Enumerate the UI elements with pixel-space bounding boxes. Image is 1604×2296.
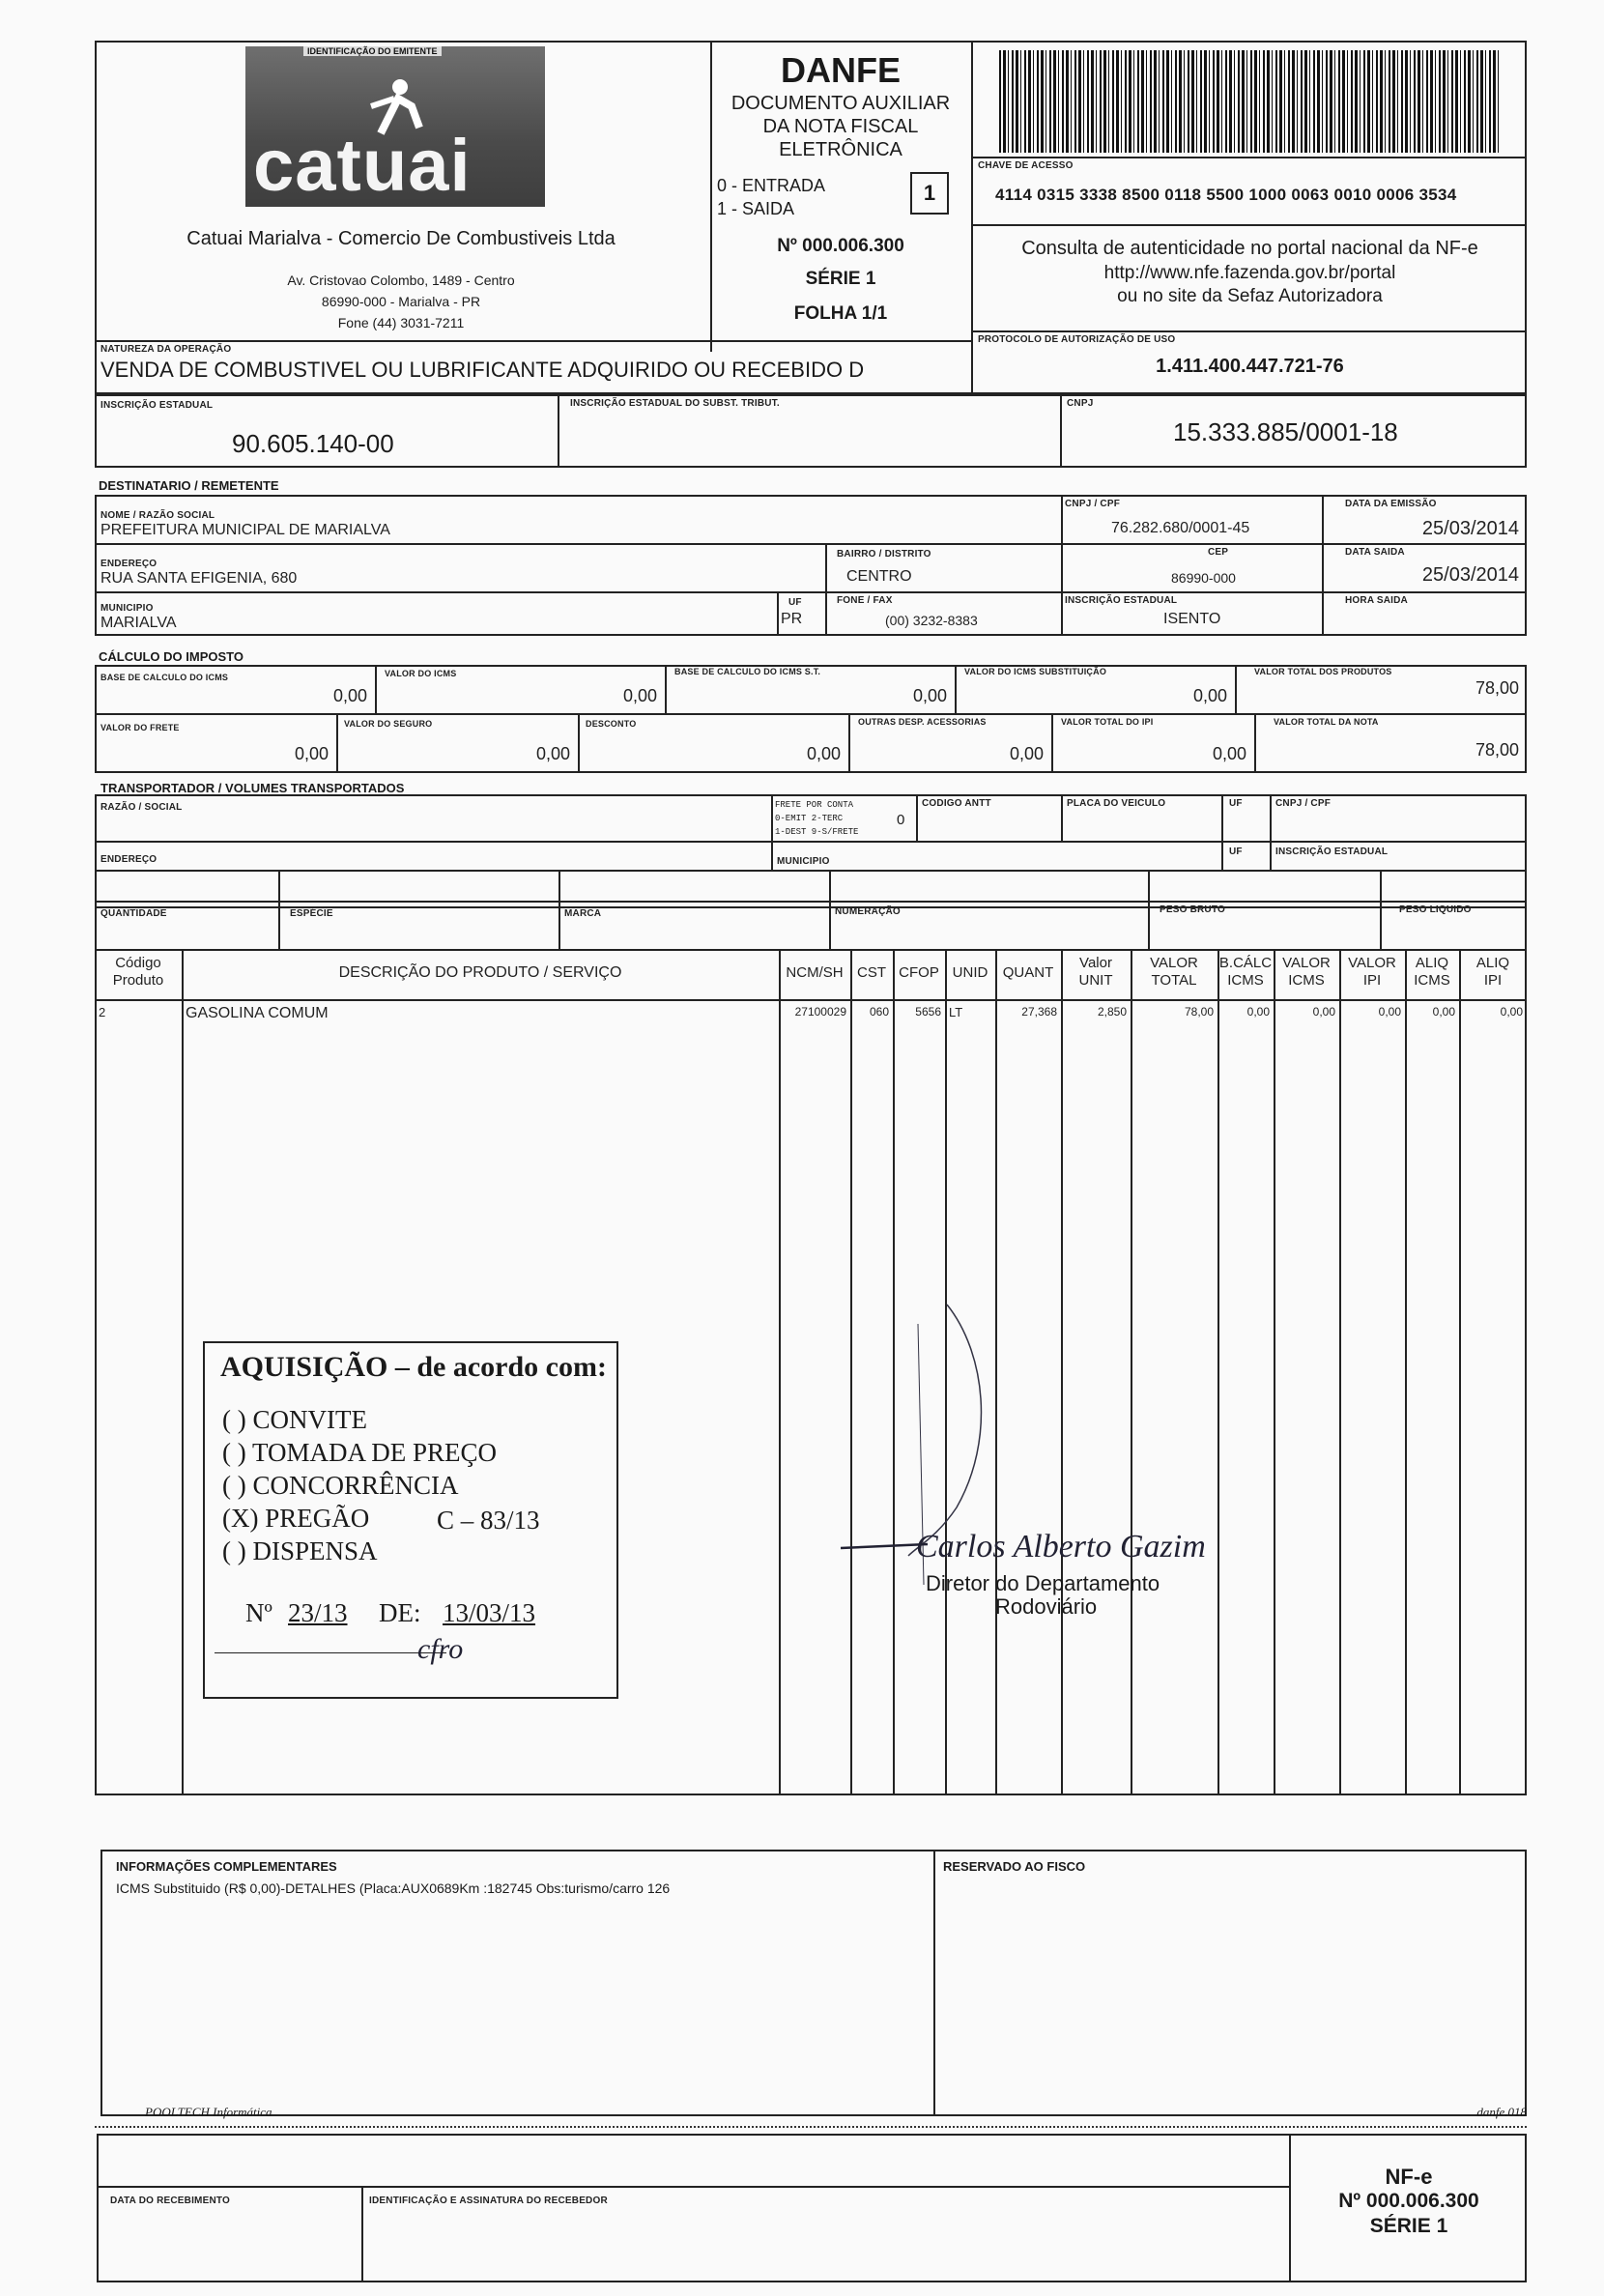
product-column-divider [1061,949,1063,1795]
nota-serie: SÉRIE 1 [805,269,876,289]
v-prod: 78,00 [1475,678,1519,698]
dest-saida-label: DATA SAIDA [1345,547,1405,558]
dest-endereco: RUA SANTA EFIGENIA, 680 [100,570,298,587]
product-header-2: NCM/SH [786,964,844,981]
product-cell-5: LT [949,1005,963,1019]
trans-uf2-label: UF [1229,847,1243,857]
consulta-line3: ou no site da Sefaz Autorizadora [1117,286,1383,306]
outras-label: OUTRAS DESP. ACESSORIAS [858,717,987,727]
dest-fone: (00) 3232-8383 [885,613,978,628]
nota-folha: FOLHA 1/1 [793,303,888,324]
emitente-logo [245,46,545,207]
divider [578,713,580,773]
divider [95,591,1527,593]
divider [558,394,559,468]
product-cell-11: 0,00 [1378,1005,1401,1019]
product-cell-0: 2 [99,1005,106,1019]
dest-nome-label: NOME / RAZÃO SOCIAL [100,510,215,521]
stamp-concorrencia: ( ) CONCORRÊNCIA [222,1471,459,1500]
seguro: 0,00 [535,744,570,763]
danfe-title: DANFE [781,50,901,90]
dest-cep: 86990-000 [1171,570,1236,586]
divider [1235,665,1237,715]
v-st: 0,00 [1192,686,1227,705]
protocolo-value: 1.411.400.447.721-76 [1156,356,1344,377]
dest-ie: ISENTO [1163,611,1221,627]
divider [1061,591,1063,636]
emitente-section-label: IDENTIFICAÇÃO DO EMITENTE [303,46,442,56]
divider [95,713,1527,715]
dest-bairro: CENTRO [846,568,912,585]
product-header-1: DESCRIÇÃO DO PRODUTO / SERVIÇO [338,964,622,981]
product-column-divider [1459,949,1461,1795]
dest-fone-label: FONE / FAX [837,595,893,606]
dest-endereco-label: ENDEREÇO [100,559,158,569]
product-cell-4: 5656 [915,1005,941,1019]
assinatura-label: IDENTIFICAÇÃO E ASSINATURA DO RECEBEDOR [369,2196,608,2206]
signature-title2: Rodoviário [995,1594,1098,1619]
divider [848,713,850,773]
barcode [999,50,1502,153]
v-icms-label: VALOR DO ICMS [385,669,457,678]
v-icms: 0,00 [622,686,657,705]
product-column-divider [1405,949,1407,1795]
divider [971,330,1527,332]
divider [97,2186,1289,2188]
divider [1061,794,1063,841]
product-header-10: VALOR ICMS [1282,955,1331,989]
divider [95,841,1527,843]
emitente-address1: Av. Cristovao Colombo, 1489 - Centro [287,273,515,288]
numeracao-label: NUMERAÇÃO [835,906,901,917]
bc-icms-label: BASE DE CALCULO DO ICMS [100,673,229,682]
divider [1051,713,1053,773]
stamp-convite: ( ) CONVITE [222,1405,367,1434]
marca-label: MARCA [564,908,602,919]
product-cell-7: 2,850 [1097,1005,1127,1019]
divider [1060,394,1062,468]
consulta-line1: Consulta de autenticidade no portal nacional da NF-e [1021,238,1478,259]
danfe-subtitle2: DA NOTA FISCAL [762,116,919,137]
trans-municipio-label: MUNICIPIO [777,856,830,867]
emitente-phone: Fone (44) 3031-7211 [337,315,465,330]
danfe-subtitle3: ELETRÔNICA [779,139,902,160]
razao-label: RAZÃO / SOCIAL [100,802,183,813]
natureza-label: NATUREZA DA OPERAÇÃO [100,344,232,355]
stamp-tomada: ( ) TOMADA DE PREÇO [222,1438,498,1467]
product-column-divider [1217,949,1219,1795]
dest-hora-label: HORA SAIDA [1345,595,1408,606]
product-cell-13: 0,00 [1500,1005,1523,1019]
natureza-value: VENDA DE COMBUSTIVEL OU LUBRIFICANTE ADQUIRIDO OU RECEBIDO D [100,358,865,382]
protocolo-label: PROTOCOLO DE AUTORIZAÇÃO DE USO [978,334,1176,345]
stamp-de-prefix: DE: [379,1598,421,1627]
cnpj-emit-value: 15.333.885/0001-18 [1173,417,1398,446]
product-header-12: ALIQ ICMS [1414,955,1450,989]
stamp-num-prefix: Nº [245,1598,272,1627]
dest-cnpj-label: CNPJ / CPF [1065,499,1121,509]
divider [95,543,1527,545]
divider [95,999,1527,1001]
frete-label: VALOR DO FRETE [100,723,180,732]
logo-text: catuai [253,125,472,207]
recebimento-label: DATA DO RECEBIMENTO [110,2196,230,2206]
stamp-pregao-num: C – 83/13 [437,1506,540,1535]
divider [1148,901,1150,951]
stamp-initials: cfro [417,1633,464,1665]
frete: 0,00 [294,744,329,763]
divider [971,41,973,394]
divider [971,224,1527,226]
product-cell-2: 27100029 [794,1005,846,1019]
v-prod-label: VALOR TOTAL DOS PRODUTOS [1254,667,1392,676]
volumes-box [95,901,1527,951]
product-column-divider [779,949,781,1795]
divider [1254,713,1256,773]
product-header-5: UNID [952,964,988,981]
product-header-6: QUANT [1002,964,1054,981]
dest-emissao-label: DATA DA EMISSÃO [1345,499,1437,509]
emitente-address2: 86990-000 - Marialva - PR [321,294,481,309]
transportador-section: TRANSPORTADOR / VOLUMES TRANSPORTADOS [100,781,405,795]
dest-bairro-label: BAIRRO / DISTRITO [837,549,931,560]
destinatario-section: DESTINATARIO / REMETENTE [99,478,279,493]
product-column-divider [1274,949,1275,1795]
dest-municipio: MARIALVA [100,615,177,631]
divider [361,2186,363,2282]
chave-label: CHAVE DE ACESSO [978,160,1074,171]
trans-cnpj-label: CNPJ / CPF [1275,798,1332,809]
seguro-label: VALOR DO SEGURO [344,719,433,729]
canhoto-serie: SÉRIE 1 [1369,2215,1448,2237]
divider [278,901,280,951]
footer-dotted-line [95,2126,1527,2128]
divider [971,157,1527,158]
divider [933,1850,935,2116]
product-header-9: B.CÁLC ICMS [1218,955,1273,989]
divider [1270,794,1272,870]
divider [777,591,779,636]
canhoto-nfe: NF-e [1385,2165,1433,2189]
stamp-de: 13/03/13 [443,1598,536,1627]
divider [1322,495,1324,636]
product-column-divider [182,949,184,1795]
placa-label: PLACA DO VEICULO [1067,798,1166,809]
frete-conta-3: 1-DEST 9-S/FRETE [775,827,859,837]
divider [336,713,338,773]
divider [95,340,971,342]
tipo-box [910,172,949,215]
danfe-subtitle1: DOCUMENTO AUXILIAR [730,93,951,114]
nota-total: 78,00 [1475,740,1519,760]
canhoto-numero: Nº 000.006.300 [1338,2190,1479,2212]
product-column-divider [1339,949,1341,1795]
divider [665,665,667,715]
info-text: ICMS Substituido (R$ 0,00)-DETALHES (Placa:AUX0689Km :182745 Obs:turismo/carro 126 [116,1880,671,1896]
divider [375,665,377,715]
frete-conta-2: 0-EMIT 2-TERC [775,814,844,823]
stamp-dispensa: ( ) DISPENSA [222,1536,378,1565]
stamp-num: 23/13 [288,1598,348,1627]
ie-label: INSCRIÇÃO ESTADUAL [100,400,214,411]
info-label: INFORMAÇÕES COMPLEMENTARES [116,1859,337,1874]
product-header-4: CFOP [899,964,939,981]
dest-uf-label: UF [788,597,802,608]
liquido-label: PESO LIQUIDO [1399,904,1472,915]
dest-saida: 25/03/2014 [1421,564,1519,586]
divider [559,901,560,951]
ie-value: 90.605.140-00 [232,429,394,458]
stamp-sign-line [215,1652,446,1653]
tipo-value: 1 [923,181,936,205]
dest-uf: PR [781,611,803,627]
v-st-label: VALOR DO ICMS SUBSTITUIÇÃO [964,667,1107,676]
divider [916,794,918,841]
emitente-name: Catuai Marialva - Comercio De Combustiveis Ltda [186,228,616,249]
product-cell-9: 0,00 [1246,1005,1270,1019]
footer-right: danfe.018 [1476,2105,1527,2119]
product-cell-8: 78,00 [1184,1005,1214,1019]
signature-title1: Diretor do Departamento [926,1571,1160,1595]
dest-nome: PREFEITURA MUNICIPAL DE MARIALVA [100,522,390,538]
cnpj-emit-label: CNPJ [1067,398,1094,409]
stamp-title: AQUISIÇÃO – de acordo com: [220,1351,607,1383]
aquisicao-stamp [203,1341,618,1699]
trans-uf-label: UF [1229,798,1243,809]
trans-ie-label: INSCRIÇÃO ESTADUAL [1275,847,1389,857]
product-cell-3: 060 [869,1005,889,1019]
product-header-0: Código Produto [112,955,164,989]
product-header-3: CST [857,964,886,981]
chave-value: 4114 0315 3338 8500 0118 5500 1000 0063 0010 0006 3534 [995,186,1457,204]
bruto-label: PESO BRUTO [1160,904,1225,915]
bc-st: 0,00 [912,686,947,705]
product-header-13: ALIQ IPI [1475,955,1510,989]
ipi: 0,00 [1212,744,1246,763]
frete-conta-1: FRETE POR CONTA [775,800,854,810]
nota-numero: Nº 000.006.300 [777,236,904,256]
product-header-11: VALOR IPI [1348,955,1396,989]
divider [771,794,773,870]
trans-endereco-label: ENDEREÇO [100,854,158,865]
dest-municipio-label: MUNICIPIO [100,603,154,614]
antt-label: CODIGO ANTT [922,798,991,809]
outras: 0,00 [1009,744,1044,763]
product-cell-10: 0,00 [1312,1005,1335,1019]
divider [825,543,827,636]
frete-conta-value: 0 [897,812,905,828]
divider [955,665,957,715]
divider [1061,495,1063,591]
product-cell-12: 0,00 [1432,1005,1455,1019]
destinatario-box [95,495,1527,636]
product-cell-6: 27,368 [1021,1005,1057,1019]
divider [829,901,831,951]
divider [95,870,1527,872]
bc-icms: 0,00 [332,686,367,705]
fisco-label: RESERVADO AO FISCO [943,1859,1086,1874]
ie-st-label: INSCRIÇÃO ESTADUAL DO SUBST. TRIBUT. [570,398,780,409]
nota-label: VALOR TOTAL DA NOTA [1274,717,1379,727]
divider [1221,794,1223,870]
desconto-label: DESCONTO [586,719,637,729]
product-header-8: VALOR TOTAL [1150,955,1198,989]
product-header-7: Valor UNIT [1078,955,1113,989]
stamp-pregao: (X) PREGÃO [222,1504,370,1533]
dest-ie-label: INSCRIÇÃO ESTADUAL [1065,595,1178,606]
saida-label: 1 - SAIDA [717,199,795,218]
bc-st-label: BASE DE CALCULO DO ICMS S.T. [674,667,821,676]
consulta-line2: http://www.nfe.fazenda.gov.br/portal [1103,263,1396,283]
imposto-section: CÁLCULO DO IMPOSTO [99,649,243,664]
dest-emissao: 25/03/2014 [1421,518,1519,539]
qtd-label: QUANTIDADE [100,908,167,919]
dest-cnpj: 76.282.680/0001-45 [1111,520,1250,536]
product-column-divider [1131,949,1132,1795]
desconto: 0,00 [806,744,841,763]
entrada-label: 0 - ENTRADA [717,176,826,195]
signature-name: Carlos Alberto Gazim [916,1529,1206,1564]
product-cell-1: GASOLINA COMUM [186,1005,329,1021]
divider [1380,901,1382,951]
dest-cep-label: CEP [1208,547,1229,558]
especie-label: ESPÉCIE [290,908,333,919]
ipi-label: VALOR TOTAL DO IPI [1061,717,1154,727]
footer-left: POOLTECH Informática [145,2105,272,2119]
